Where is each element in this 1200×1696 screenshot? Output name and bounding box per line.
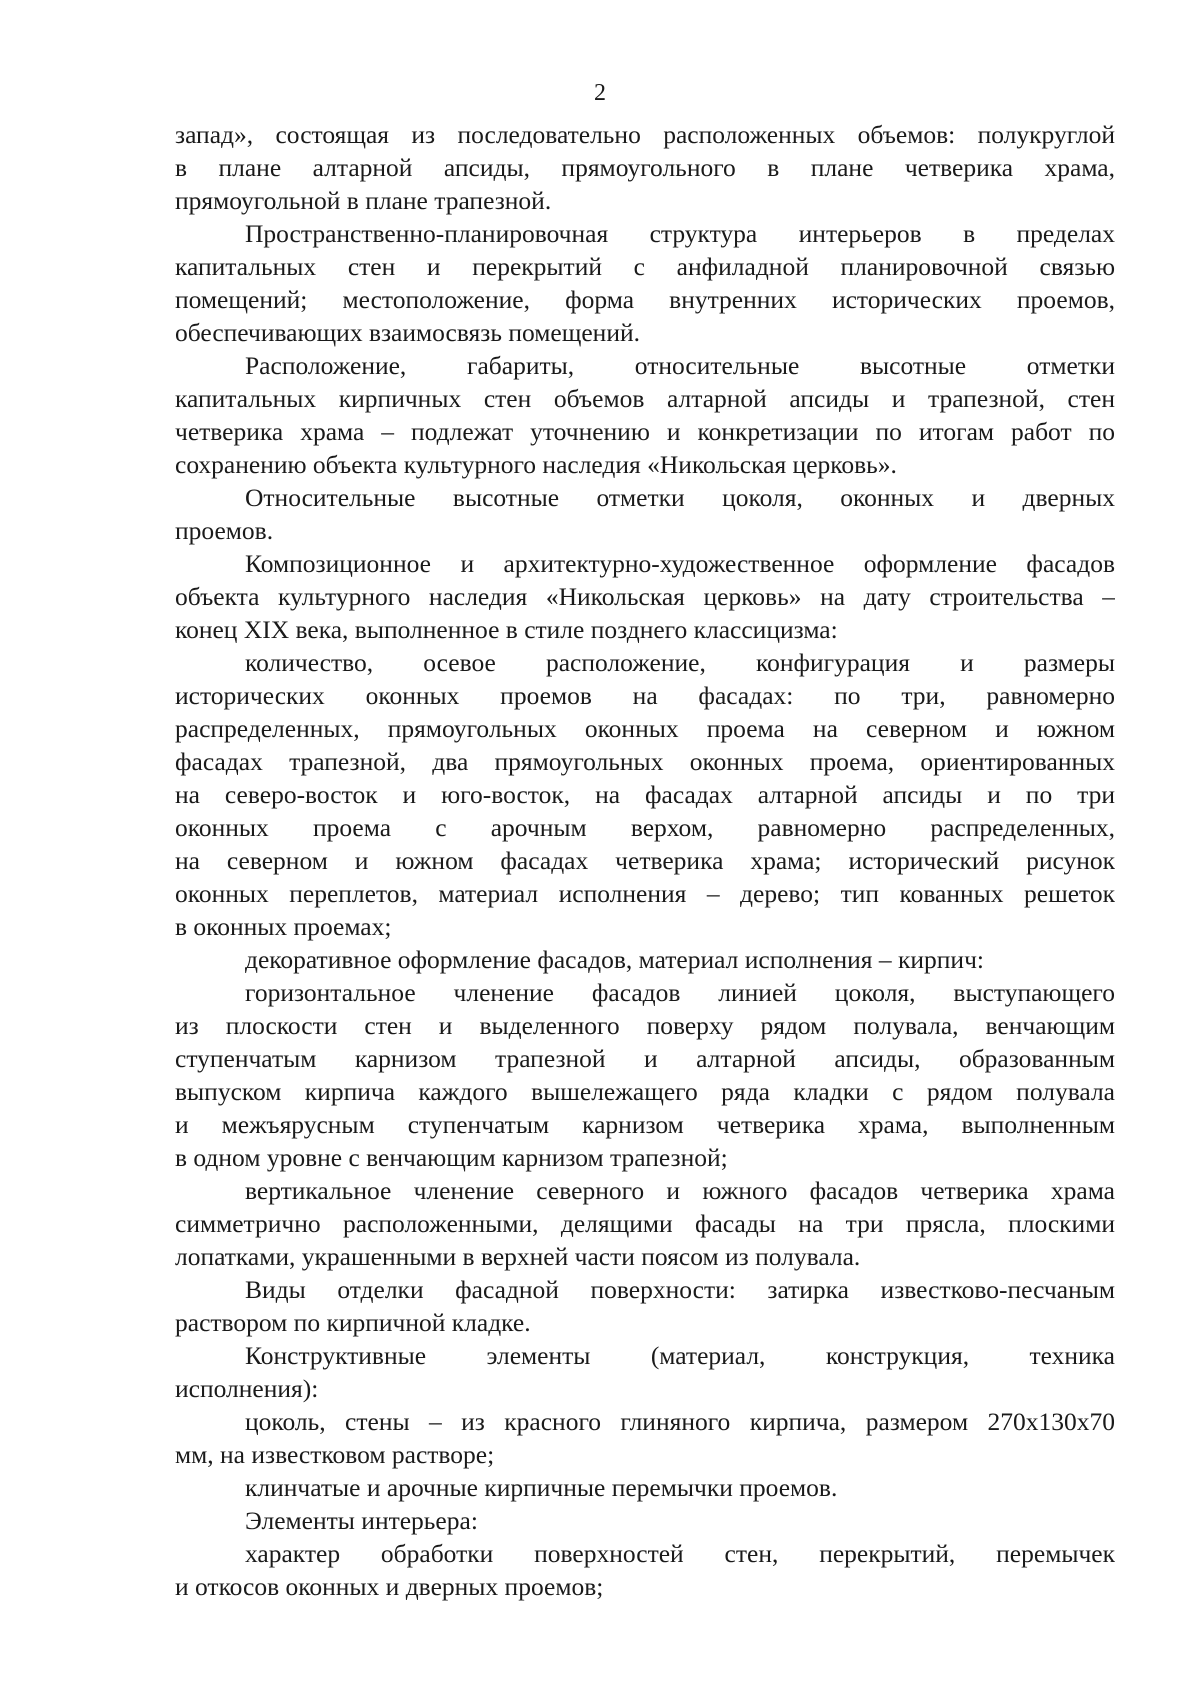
text-line: вертикальное членение северного и южного фасадов четверика храма: [245, 1176, 1115, 1205]
text-line: четверика храма – подлежат уточнению и конкретизации по итогам работ по: [175, 417, 1115, 446]
text-line: проемов.: [175, 516, 274, 545]
text-line: ступенчатым карнизом трапезной и алтарной апсиды, образованным: [175, 1044, 1115, 1073]
text-line: клинчатые и арочные кирпичные перемычки проемов.: [245, 1473, 838, 1502]
text-line: Виды отделки фасадной поверхности: затирка известково-песчаным: [245, 1275, 1115, 1304]
text-line: и межъярусным ступенчатым карнизом четверика храма, выполненным: [175, 1110, 1115, 1139]
text-line: характер обработки поверхностей стен, перекрытий, перемычек: [245, 1539, 1115, 1568]
text-line: на северном и южном фасадах четверика храма; исторический рисунок: [175, 846, 1115, 875]
text-line: лопатками, украшенными в верхней части поясом из полувала.: [175, 1242, 861, 1271]
text-line: Конструктивные элементы (материал, конструкция, техника: [245, 1341, 1115, 1370]
document-body: [175, 118, 1115, 1603]
text-line: мм, на известковом растворе;: [175, 1440, 495, 1469]
text-line: капитальных стен и перекрытий с анфиладной планировочной связью: [175, 252, 1115, 281]
text-line: раствором по кирпичной кладке.: [175, 1308, 531, 1337]
text-line: помещений; местоположение, форма внутренних исторических проемов,: [175, 285, 1115, 314]
text-line: в плане алтарной апсиды, прямоугольного в плане четверика храма,: [175, 153, 1115, 182]
text-line: конец XIX века, выполненное в стиле позднего классицизма:: [175, 615, 838, 644]
text-line: на северо-восток и юго-восток, на фасадах алтарной апсиды и по три: [175, 780, 1115, 809]
text-line: в одном уровне с венчающим карнизом трапезной;: [175, 1143, 728, 1172]
text-line: исполнения):: [175, 1374, 319, 1403]
text-line: горизонтальное членение фасадов линией цоколя, выступающего: [245, 978, 1115, 1007]
text-line: запад», состоящая из последовательно расположенных объемов: полукруглой: [175, 120, 1115, 149]
text-line: выпуском кирпича каждого вышележащего ряда кладки с рядом полувала: [175, 1077, 1115, 1106]
text-line: сохранению объекта культурного наследия «Никольская церковь».: [175, 450, 897, 479]
text-line: и откосов оконных и дверных проемов;: [175, 1572, 604, 1601]
text-line: оконных переплетов, материал исполнения – дерево; тип кованных решеток: [175, 879, 1115, 908]
text-line: Относительные высотные отметки цоколя, оконных и дверных: [245, 483, 1115, 512]
page-number: 2: [594, 80, 606, 106]
text-line: объекта культурного наследия «Никольская церковь» на дату строительства –: [175, 582, 1115, 611]
text-line: Элементы интерьера:: [245, 1506, 478, 1535]
text-line: цоколь, стены – из красного глиняного кирпича, размером 270x130x70: [245, 1407, 1115, 1436]
text-line: Композиционное и архитектурно-художественное оформление фасадов: [245, 549, 1115, 578]
text-line: распределенных, прямоугольных оконных проема на северном и южном: [175, 714, 1115, 743]
text-line: обеспечивающих взаимосвязь помещений.: [175, 318, 641, 347]
text-line: Пространственно-планировочная структура интерьеров в пределах: [245, 219, 1115, 248]
text-line: из плоскости стен и выделенного поверху рядом полувала, венчающим: [175, 1011, 1115, 1040]
text-line: количество, осевое расположение, конфигурация и размеры: [245, 648, 1115, 677]
text-line: прямоугольной в плане трапезной.: [175, 186, 552, 215]
text-line: фасадах трапезной, два прямоугольных оконных проема, ориентированных: [175, 747, 1115, 776]
text-line: оконных проема с арочным верхом, равномерно распределенных,: [175, 813, 1115, 842]
text-line: Расположение, габариты, относительные высотные отметки: [245, 351, 1115, 380]
text-line: капитальных кирпичных стен объемов алтарной апсиды и трапезной, стен: [175, 384, 1115, 413]
text-line: в оконных проемах;: [175, 912, 392, 941]
text-line: исторических оконных проемов на фасадах: по три, равномерно: [175, 681, 1115, 710]
text-line: декоративное оформление фасадов, материал исполнения – кирпич:: [245, 945, 984, 974]
text-line: симметрично расположенными, делящими фасады на три прясла, плоскими: [175, 1209, 1115, 1238]
